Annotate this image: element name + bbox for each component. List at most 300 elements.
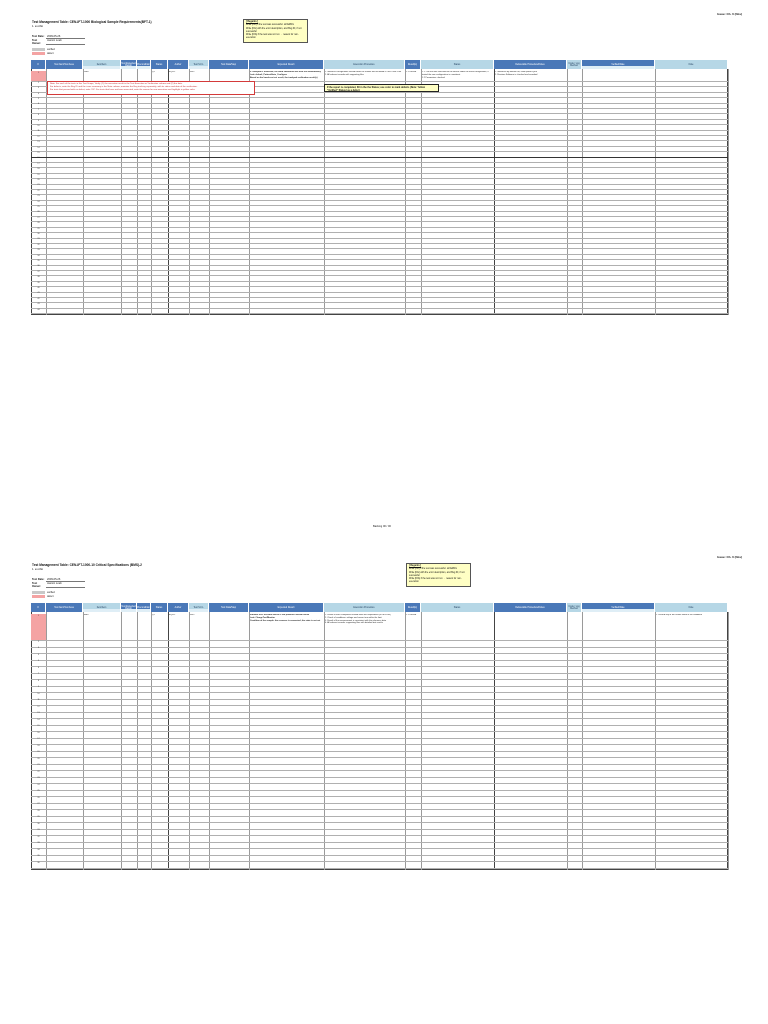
legend-verified-label: verified	[47, 48, 55, 51]
row-divider	[31, 275, 728, 279]
column-header-label: Note	[688, 606, 694, 609]
legend-verified-swatch	[32, 48, 45, 51]
column-subheader	[121, 609, 136, 612]
author-cell[interactable]: EQR-1	[169, 614, 176, 616]
column-header-label: Verified/Date	[611, 63, 625, 66]
regards-line: Write [N/A] if the test was not run → reason for non-execution	[246, 34, 299, 40]
row-number: 25	[37, 790, 40, 793]
row-divider	[31, 173, 728, 174]
row-divider	[31, 162, 728, 163]
column-header-label: Expected Result	[277, 63, 295, 66]
row-number: 4	[37, 92, 40, 95]
column-header-label: Item/Item	[96, 606, 107, 609]
column-header[interactable]	[249, 60, 324, 69]
column-divider	[151, 69, 152, 315]
row-number: 17	[37, 162, 40, 165]
row-number: 10	[37, 125, 40, 127]
row-divider	[31, 108, 728, 109]
row-number: 35	[37, 855, 40, 858]
execution-cell[interactable]: 1.1 Record	[406, 614, 417, 616]
row-number: 23	[37, 195, 40, 198]
column-header-label: Note	[688, 63, 694, 66]
test-table	[31, 60, 728, 315]
row-divider	[31, 640, 728, 641]
column-header[interactable]	[168, 603, 189, 612]
column-divider	[121, 69, 122, 315]
row-number: 38	[37, 276, 40, 279]
row-number: 27	[37, 216, 40, 219]
row-number: 44	[37, 308, 40, 311]
column-header[interactable]	[494, 60, 567, 69]
row-number: 32	[37, 243, 40, 246]
row-number: 14	[37, 718, 40, 721]
column-header[interactable]	[421, 603, 494, 612]
page-subtitle: 1. ex-itNo	[32, 25, 44, 28]
row-number: 12	[37, 135, 40, 138]
column-divider	[405, 612, 406, 870]
row-divider	[31, 140, 728, 144]
column-divider	[168, 69, 169, 315]
column-header[interactable]	[83, 60, 121, 69]
row-number: 40	[37, 287, 40, 289]
column-header-label: #	[37, 63, 39, 66]
row-divider	[31, 777, 728, 778]
column-divider	[168, 612, 169, 870]
row-number: 9	[37, 686, 40, 689]
column-divider	[46, 69, 47, 315]
page-issue-label: Issue: Ch. 0 (hbs)	[716, 555, 742, 559]
code-log-cell[interactable]	[495, 614, 566, 640]
row-number: 29	[37, 816, 40, 819]
row-divider	[31, 248, 728, 252]
row-number: 14	[37, 146, 40, 149]
column-header[interactable]	[46, 603, 83, 612]
regards-note-box	[243, 19, 308, 43]
row-divider	[31, 103, 728, 104]
row-divider	[31, 130, 728, 131]
row-divider	[31, 205, 728, 206]
row-number: 21	[37, 764, 40, 767]
row-divider	[31, 809, 728, 810]
column-header[interactable]	[31, 60, 46, 69]
column-divider	[249, 612, 250, 870]
test-owner-field	[32, 39, 85, 45]
column-header[interactable]	[567, 60, 582, 69]
status-cell[interactable]: Q1	[152, 614, 155, 616]
row-divider	[31, 200, 728, 201]
column-divider	[249, 69, 250, 315]
row-number: 13	[37, 712, 40, 715]
column-divider	[655, 69, 656, 315]
row-divider	[31, 725, 728, 726]
row-divider	[31, 97, 728, 98]
regards-line: Write [N/A] if the test was not run → reason for non-execution	[409, 578, 462, 584]
row-number: 32	[37, 835, 40, 838]
test-owner-label: Test Owner:	[32, 39, 41, 45]
reference-cell[interactable]: WK1	[190, 71, 195, 73]
column-header[interactable]	[168, 60, 189, 69]
row-divider	[31, 842, 728, 843]
column-header-label: Test S.F.L	[193, 606, 204, 609]
row-divider	[31, 660, 728, 661]
column-divider	[137, 612, 138, 870]
column-divider	[494, 612, 495, 870]
row-divider	[31, 302, 728, 306]
column-header-label: Result(s)	[407, 63, 418, 66]
row-number: 41	[37, 292, 40, 295]
row-divider	[31, 868, 728, 869]
row-number: 19	[37, 173, 40, 176]
row-number: 15	[37, 152, 40, 154]
row-divider	[31, 297, 728, 298]
instruction-note-line: For tests that passed with no defect, write 'OK'. For tests that have not been executed, write the reason for non-execution and highlight in yellow color.	[50, 88, 196, 91]
instruction-note-line: Note: For each of the tests in this Test Scope, Verify: (1) the execution result in the Test Execution or Verification column and (2) the date.	[50, 82, 183, 85]
row-divider	[31, 146, 728, 147]
row-number: 6	[37, 103, 40, 106]
column-divider	[728, 69, 729, 315]
reference-cell[interactable]: WK1	[190, 614, 195, 616]
row-divider	[31, 699, 728, 700]
column-header[interactable]	[209, 60, 249, 69]
column-header[interactable]	[31, 603, 46, 612]
legend-defect-swatch	[32, 52, 45, 55]
test-date-value[interactable]: 2009-05-26	[46, 35, 85, 39]
column-header-label: Precondition	[137, 63, 150, 66]
column-divider	[582, 69, 583, 315]
row-divider	[31, 835, 728, 836]
row-number: 3	[37, 647, 40, 650]
test-date-label: Test Date:	[32, 35, 45, 38]
row-divider	[31, 861, 728, 862]
row-number: 19	[37, 751, 40, 754]
column-header-label: Test Expected	[121, 62, 136, 65]
column-header[interactable]	[582, 603, 655, 612]
column-header[interactable]	[189, 60, 209, 69]
row-divider	[31, 679, 728, 680]
row-divider	[31, 764, 728, 765]
regards-note-box	[406, 563, 471, 587]
row-divider	[31, 829, 728, 830]
row-divider	[31, 816, 728, 817]
row-divider	[31, 286, 728, 287]
column-header-label: Status	[155, 606, 163, 609]
row-number: 33	[37, 842, 40, 845]
column-header-label: Result(s)	[407, 606, 418, 609]
row-divider	[31, 151, 728, 152]
row-number: 28	[37, 222, 40, 225]
row-number: 11	[37, 130, 40, 133]
column-header[interactable]	[249, 603, 324, 612]
column-header[interactable]	[655, 603, 728, 612]
column-header-label: Author	[174, 606, 182, 609]
row-number: 22	[37, 770, 40, 773]
row-divider	[31, 308, 728, 309]
row-number: 24	[37, 200, 40, 203]
test-date-label: Test Date:	[32, 578, 45, 581]
regards-line: Write [OK] if the test was successful. ok/fail/NG	[409, 568, 457, 571]
row-divider	[31, 135, 728, 136]
row-number: 24	[37, 783, 40, 786]
row-number: 27	[37, 803, 40, 806]
row-divider	[31, 211, 728, 212]
defect-marker	[31, 614, 46, 640]
row-number: 29	[37, 227, 40, 230]
test-owner-value[interactable]: Jasmin Loeb	[46, 39, 85, 45]
row-number: 9	[37, 119, 40, 122]
row-number: 8	[37, 679, 40, 682]
row-divider	[31, 647, 728, 648]
column-header-label: Item/Item	[96, 63, 107, 66]
row-number: 15	[37, 725, 40, 728]
column-header-label: Execution Procedure	[353, 63, 375, 66]
column-divider	[728, 612, 729, 870]
page-title: Test Management Table: CEN-IFT-1000-10 Critical Specifications (BMS)-2	[32, 563, 142, 567]
table-border	[31, 603, 728, 870]
column-divider	[494, 69, 495, 315]
column-divider	[121, 612, 122, 870]
row-number: 7	[37, 673, 40, 676]
column-header[interactable]	[137, 60, 151, 69]
row-number: 26	[37, 796, 40, 799]
page-issue-label: Issue: Ch. 0 (hbs)	[716, 12, 742, 16]
row-divider	[31, 254, 728, 255]
row-divider	[31, 178, 728, 179]
row-number: 22	[37, 189, 40, 192]
column-header[interactable]	[494, 603, 567, 612]
row-number: 43	[37, 303, 40, 306]
row-divider	[31, 259, 728, 260]
row-divider	[31, 281, 728, 282]
column-header-label: Status	[453, 606, 461, 609]
row-number: 36	[37, 861, 40, 864]
column-divider	[209, 69, 210, 315]
column-header[interactable]	[405, 603, 421, 612]
column-header-label: Deliverable Procedure/Notes	[515, 606, 545, 609]
row-number: 5	[37, 98, 40, 100]
row-divider	[31, 796, 728, 797]
row-number: 12	[37, 705, 40, 708]
expected-result-cell[interactable]: 1. Interface/Configuration should follow the routine and recorded in Test Case if the 2. All relevant records with supporting files	[325, 71, 402, 76]
column-divider	[209, 612, 210, 870]
row-number: 26	[37, 211, 40, 214]
page-footer: Backing 00 / 00	[373, 525, 391, 528]
status-callout: If the report is completed, fill in the the Status; use color to mark defects (Note: Yellow "Verified" Status) as a defect	[324, 84, 439, 92]
row-number: 23	[37, 777, 40, 780]
column-header-label: Test Data/Step	[220, 606, 237, 609]
code-log-cell[interactable]: 1. Interfaces by default run; initial power cycle 2. Revision Software is checked and recorded	[495, 71, 538, 76]
row-divider	[31, 731, 728, 732]
column-divider	[324, 69, 325, 315]
regards-line: Write [NG] with the error description, and Bug ID, if not successful	[246, 27, 302, 33]
column-header[interactable]	[324, 60, 405, 69]
column-header[interactable]	[189, 603, 209, 612]
row-number: 8	[37, 114, 40, 117]
column-divider	[567, 612, 568, 870]
legend-defect	[32, 52, 54, 55]
row-number: 5	[37, 660, 40, 663]
column-header[interactable]	[567, 603, 582, 612]
row-divider	[31, 238, 728, 239]
sheet-page-2	[0, 540, 768, 1024]
row-divider	[31, 770, 728, 771]
row-divider	[31, 751, 728, 752]
test-owner-value[interactable]: Jasmin Loeb	[46, 582, 85, 588]
row-divider	[31, 232, 728, 233]
regards-heading: [ Regards ]	[246, 21, 258, 23]
column-divider	[83, 612, 84, 870]
column-header[interactable]	[324, 603, 405, 612]
row-divider	[31, 686, 728, 687]
row-number: 39	[37, 281, 40, 284]
row-divider	[31, 712, 728, 713]
column-header[interactable]	[655, 60, 728, 69]
row-number: 36	[37, 265, 40, 268]
row-divider	[31, 666, 728, 667]
row-divider	[31, 673, 728, 674]
deliverable-cell[interactable]: 1.1 The test was executed on the device under the initial configuration, if tested the new configuration is consistent. 1.2 Parameters checked.	[422, 71, 489, 79]
row-divider	[31, 113, 728, 117]
column-header[interactable]	[582, 60, 655, 69]
column-divider	[324, 612, 325, 870]
row-number: 18	[37, 744, 40, 747]
test-step-cell[interactable]: If Trackpad is initialized, the hand calibration will then run automatically /sett- default_Pattern/Auto_Configure Based on the hands-on test result, the trackpad verification result(s)	[250, 71, 321, 79]
row-number: 34	[37, 254, 40, 257]
column-header-label: Precondition	[137, 606, 150, 609]
column-header[interactable]	[151, 60, 168, 69]
row-divider	[31, 184, 728, 185]
column-header-label: Test Expected	[121, 605, 136, 608]
row-number: 1	[37, 615, 40, 617]
column-divider	[421, 69, 422, 315]
row-divider	[31, 744, 728, 745]
column-header[interactable]	[209, 603, 249, 612]
page-subtitle: 1. ex-itNo	[32, 568, 44, 571]
row-divider	[31, 738, 728, 739]
row-number: 28	[37, 809, 40, 812]
column-divider	[189, 612, 190, 870]
row-number: 25	[37, 206, 40, 208]
row-divider	[31, 189, 728, 190]
row-divider	[31, 705, 728, 706]
column-divider	[137, 69, 138, 315]
legend-defect-label: defect	[47, 52, 54, 55]
row-number: 30	[37, 822, 40, 825]
row-divider	[31, 221, 728, 225]
row-number: 37	[37, 270, 40, 273]
legend-defect-swatch	[32, 595, 45, 598]
regards-line: Write [NG] with the error description, and Bug ID, if not successful	[409, 571, 465, 577]
row-divider	[31, 803, 728, 804]
row-divider	[31, 653, 728, 654]
row-number: 20	[37, 757, 40, 760]
note-cell[interactable]: 1. Record any of the issues found in the validation	[656, 614, 702, 616]
author-cell[interactable]: EQR-1	[169, 71, 176, 73]
legend-verified	[32, 48, 55, 51]
row-number: 31	[37, 829, 40, 832]
row-number: 11	[37, 699, 40, 702]
row-number: 2	[37, 640, 40, 643]
column-header-label: Code / Log Method	[568, 62, 580, 67]
row-divider	[31, 783, 728, 784]
row-number: 2	[37, 81, 40, 84]
test-owner-label: Test Owner:	[32, 582, 41, 588]
column-header-label: Expected Result	[277, 606, 295, 609]
column-header[interactable]	[405, 60, 421, 69]
row-divider	[31, 243, 728, 244]
row-number: 34	[37, 848, 40, 851]
row-number: 31	[37, 238, 40, 241]
column-header-label: Deliverable Procedure/Notes	[515, 63, 545, 66]
row-number: 20	[37, 179, 40, 181]
row-number: 17	[37, 738, 40, 741]
row-number: 33	[37, 249, 40, 252]
column-header[interactable]	[421, 60, 494, 69]
column-header[interactable]	[121, 603, 137, 612]
column-header[interactable]	[46, 60, 83, 69]
column-header-label: Verified/Date	[611, 606, 625, 609]
column-divider	[421, 612, 422, 870]
column-header-label: Execution Procedure	[353, 606, 375, 609]
row-divider	[31, 822, 728, 823]
expected-result-cell[interactable]: 1. Result of each component should meet the requirement (ROM is set) 2. Check of conditions: voltage and current are within the limit 3. Result of the measurement is consistent with the reference data 4. All relevant records: supporting files with detailed test results	[325, 614, 391, 625]
status-cell[interactable]: Q1	[152, 71, 155, 73]
column-divider	[46, 612, 47, 870]
row-divider	[31, 692, 728, 693]
test-table	[31, 603, 728, 870]
row-number: 1	[37, 72, 40, 74]
test-item-cell[interactable]: BMS	[84, 614, 89, 616]
column-header[interactable]	[83, 603, 121, 612]
row-number: 13	[37, 141, 40, 144]
test-step-cell[interactable]: Initialize test: the BMS device is not powered. Normal check /sett- ChargeTest/Monitor Condition of the sample: the resource is connected; the state is not set	[250, 614, 321, 622]
instruction-note-box	[47, 81, 255, 95]
row-number: 4	[37, 653, 40, 656]
column-divider	[582, 612, 583, 870]
column-header-label: Code / Log Method	[568, 605, 580, 610]
row-divider	[31, 855, 728, 856]
column-header[interactable]	[137, 603, 151, 612]
column-header-label: Test Item/Test Area	[54, 63, 74, 66]
column-subheader	[121, 66, 136, 69]
row-divider	[31, 157, 728, 158]
deliverable-cell[interactable]	[422, 614, 493, 640]
column-header-label: Status	[155, 63, 163, 66]
row-number: 35	[37, 260, 40, 262]
row-divider	[31, 313, 728, 314]
column-header[interactable]	[151, 603, 168, 612]
column-divider	[567, 69, 568, 315]
legend-verified-label: verified	[47, 591, 55, 594]
column-header-label: Status	[453, 63, 461, 66]
legend-verified	[32, 591, 55, 594]
column-header[interactable]	[121, 60, 137, 69]
row-number: 16	[37, 157, 40, 160]
row-divider	[31, 119, 728, 120]
test-date-value[interactable]: 2009-05-26	[46, 578, 85, 582]
instruction-note-line: For defects, write the Bug ID and the issue summary in the Note column; maintain the Bug tracking separately, with its status and date of the verification.	[50, 85, 198, 88]
legend-verified-swatch	[32, 591, 45, 594]
row-number: 42	[37, 297, 40, 300]
column-header-label: Author	[174, 63, 182, 66]
row-number: 3	[37, 87, 40, 90]
row-number: 7	[37, 108, 40, 111]
row-divider	[31, 757, 728, 758]
legend-defect	[32, 595, 54, 598]
row-divider	[31, 265, 728, 266]
test-item-cell[interactable]: Data	[84, 71, 89, 73]
execution-cell[interactable]: 1.1 Record	[406, 71, 417, 73]
row-divider	[31, 790, 728, 791]
